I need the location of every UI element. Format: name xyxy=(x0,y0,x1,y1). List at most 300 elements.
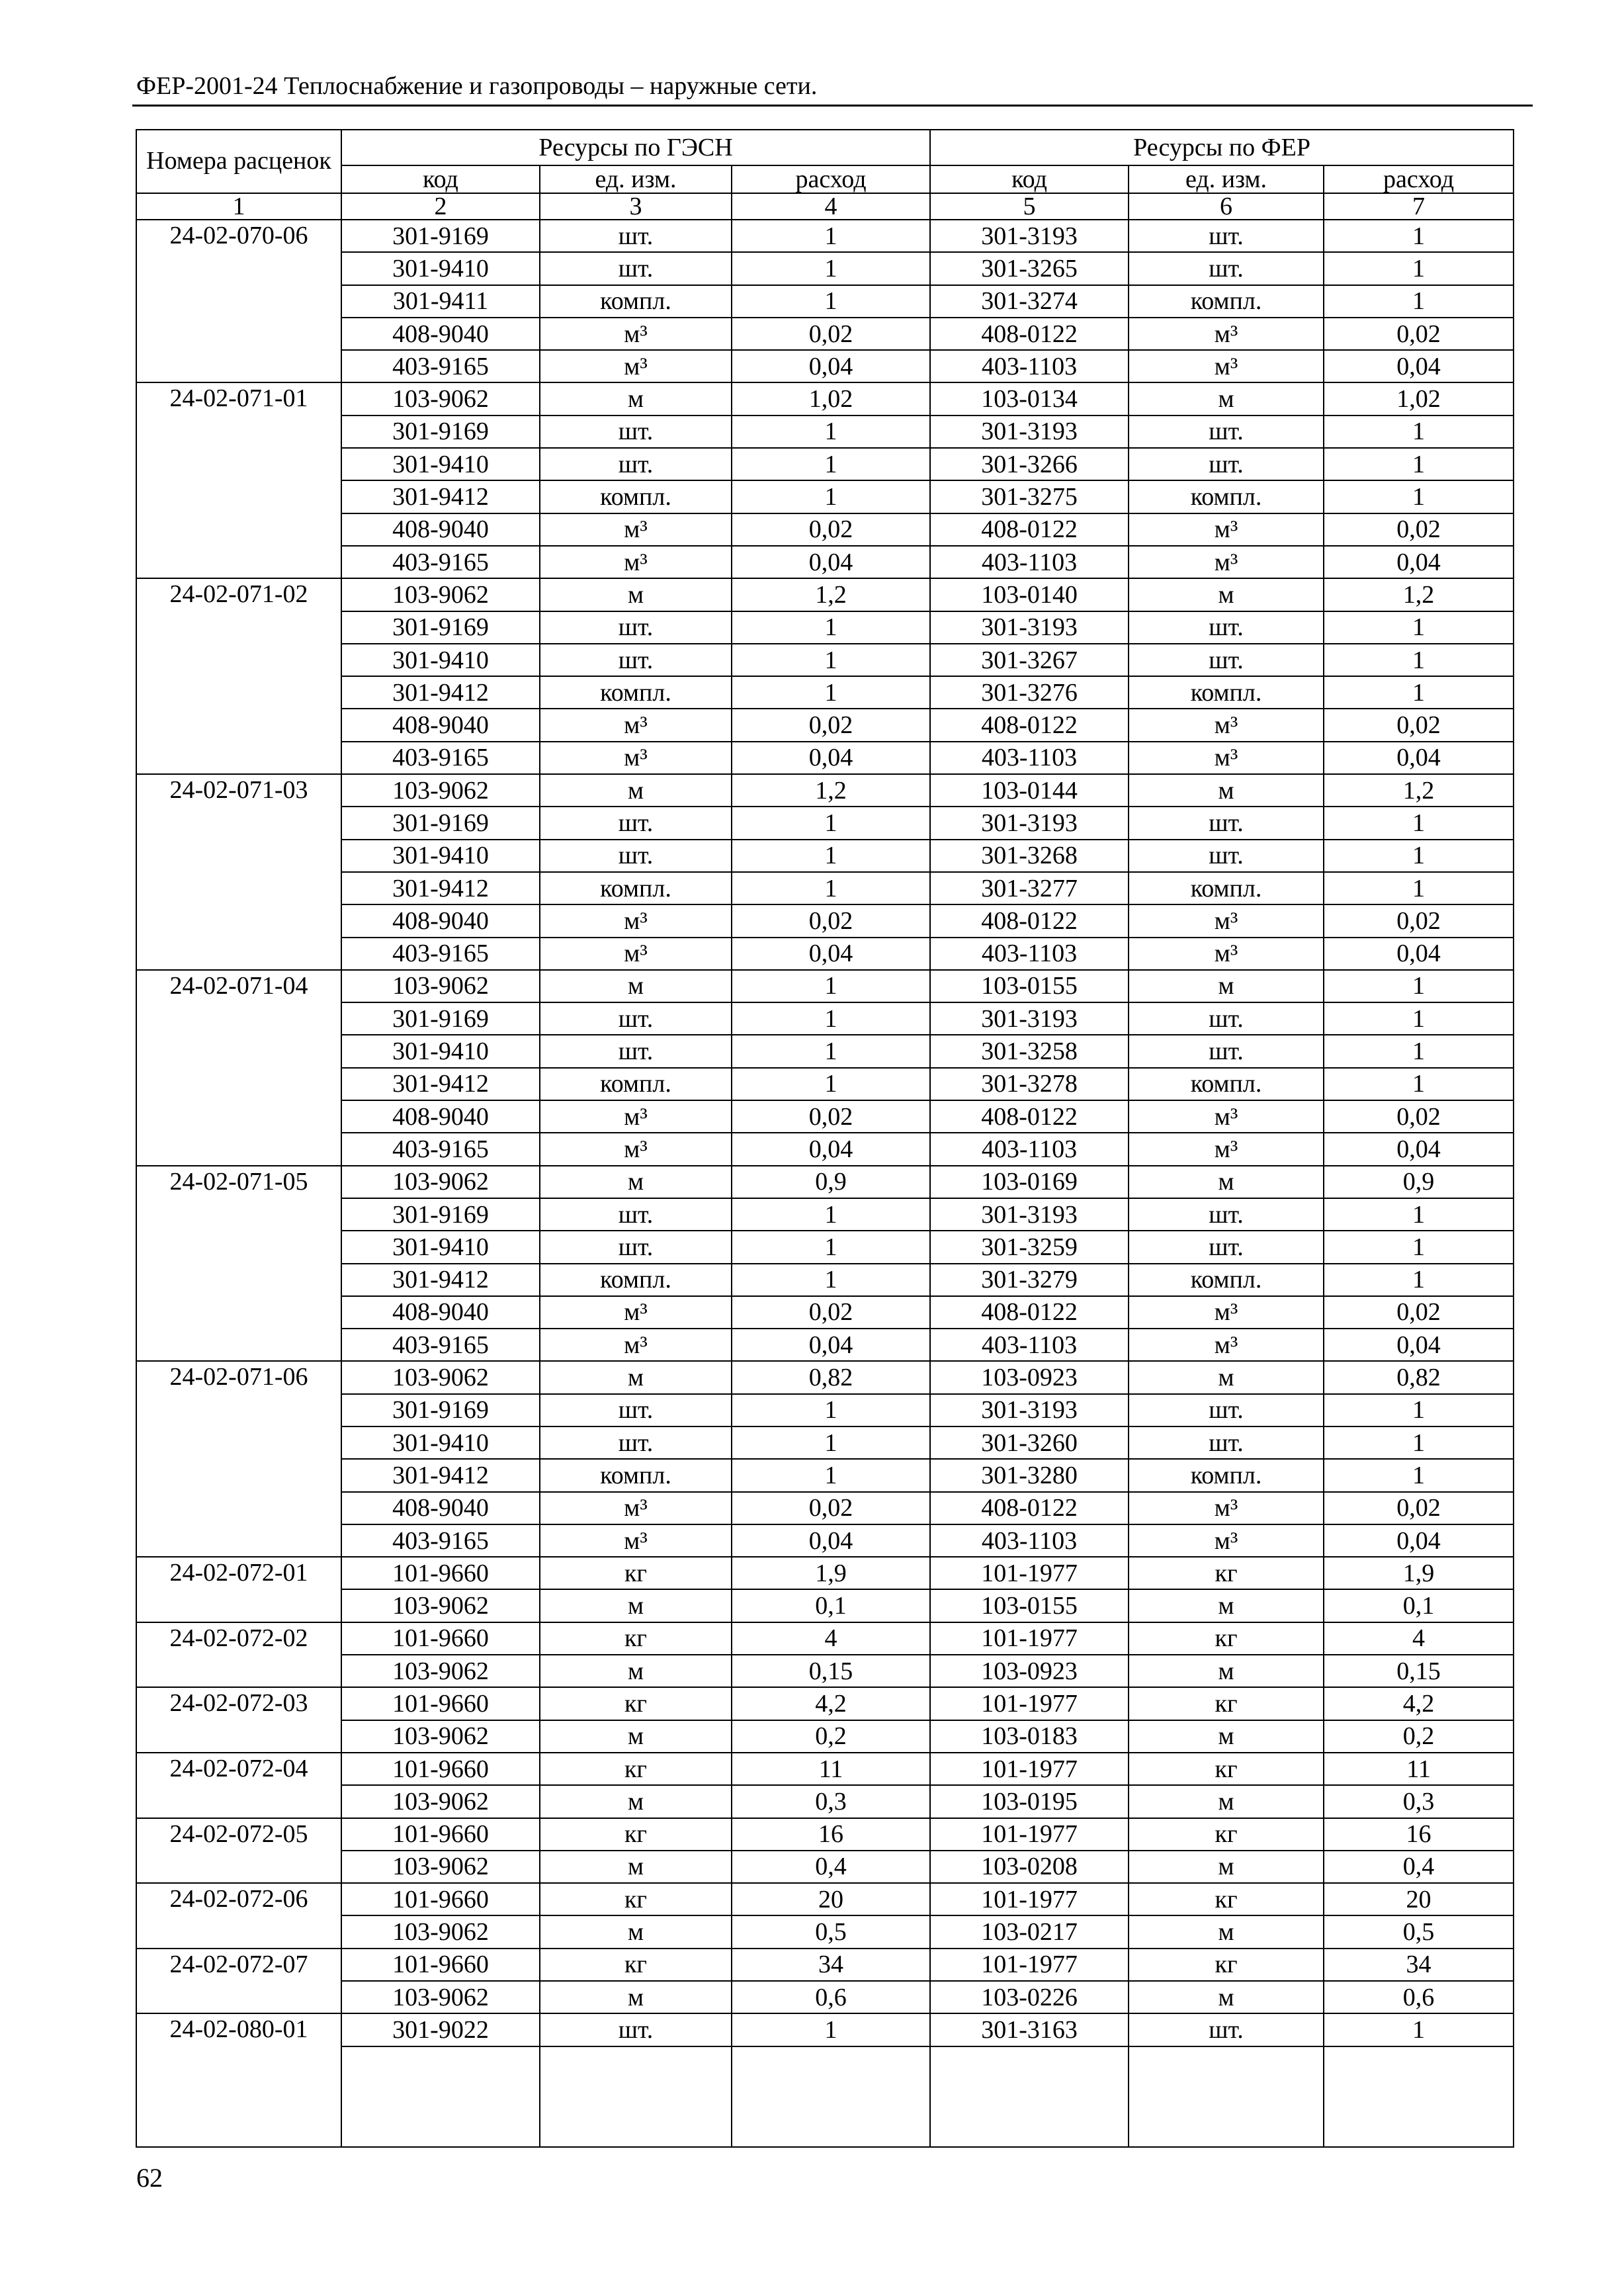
cell-gesn-amount: 1 xyxy=(732,840,930,872)
cell-gesn-code: 408-9040 xyxy=(341,1492,540,1524)
cell-fer-unit: м xyxy=(1129,1361,1324,1393)
empty-cell xyxy=(930,2046,1129,2147)
cell-fer-code: 403-1103 xyxy=(930,546,1129,578)
rate-number: 24-02-071-06 xyxy=(136,1361,341,1557)
cell-fer-code: 103-0226 xyxy=(930,1981,1129,2013)
cell-gesn-code: 301-9410 xyxy=(341,1231,540,1263)
cell-fer-amount: 1 xyxy=(1324,1394,1514,1426)
cell-fer-unit: кг xyxy=(1129,1557,1324,1589)
cell-gesn-unit: кг xyxy=(540,1949,732,1981)
cell-gesn-unit: компл. xyxy=(540,1264,732,1296)
cell-fer-unit: м³ xyxy=(1129,318,1324,350)
cell-gesn-amount: 1,2 xyxy=(732,774,930,807)
cell-fer-unit: кг xyxy=(1129,1818,1324,1851)
cell-gesn-amount: 0,02 xyxy=(732,1296,930,1329)
table-row xyxy=(136,807,1514,839)
cell-gesn-unit: шт. xyxy=(540,1002,732,1035)
cell-fer-code: 301-3267 xyxy=(930,644,1129,676)
cell-gesn-unit: м xyxy=(540,1720,732,1753)
empty-cell xyxy=(341,2046,540,2147)
cell-fer-amount: 1 xyxy=(1324,807,1514,839)
cell-fer-amount: 1 xyxy=(1324,1459,1514,1491)
cell-gesn-unit: кг xyxy=(540,1622,732,1655)
cell-fer-amount: 34 xyxy=(1324,1949,1514,1981)
cell-fer-code: 408-0122 xyxy=(930,709,1129,741)
cell-fer-unit: шт. xyxy=(1129,448,1324,480)
cell-gesn-amount: 1 xyxy=(732,1231,930,1263)
cell-gesn-code: 301-9410 xyxy=(341,1426,540,1459)
cell-gesn-amount: 16 xyxy=(732,1818,930,1851)
cell-fer-unit: м xyxy=(1129,1981,1324,2013)
table-row xyxy=(136,1915,1514,1948)
cell-fer-code: 101-1977 xyxy=(930,1949,1129,1981)
cell-fer-unit: м xyxy=(1129,1655,1324,1687)
table-row xyxy=(136,970,1514,1002)
table-row xyxy=(136,1100,1514,1133)
cell-fer-unit: шт. xyxy=(1129,611,1324,644)
cell-gesn-amount: 1 xyxy=(732,872,930,904)
cell-gesn-code: 301-9169 xyxy=(341,416,540,448)
cell-gesn-code: 301-9169 xyxy=(341,1394,540,1426)
cell-fer-code: 403-1103 xyxy=(930,938,1129,970)
cell-fer-amount: 0,02 xyxy=(1324,1492,1514,1524)
cell-fer-code: 301-3279 xyxy=(930,1264,1129,1296)
cell-fer-amount: 1 xyxy=(1324,1035,1514,1067)
resources-table xyxy=(136,129,1514,2148)
cell-gesn-code: 301-9411 xyxy=(341,285,540,318)
table-row xyxy=(136,1492,1514,1524)
cell-fer-amount: 0,4 xyxy=(1324,1851,1514,1883)
cell-gesn-unit: м xyxy=(540,774,732,807)
cell-fer-unit: шт. xyxy=(1129,220,1324,252)
cell-gesn-unit: м³ xyxy=(540,904,732,937)
cell-gesn-code: 403-9165 xyxy=(341,1329,540,1361)
cell-fer-amount: 1 xyxy=(1324,448,1514,480)
cell-fer-amount: 11 xyxy=(1324,1753,1514,1785)
table-row xyxy=(136,840,1514,872)
cell-gesn-amount: 1 xyxy=(732,1035,930,1067)
cell-fer-unit: м³ xyxy=(1129,513,1324,546)
cell-gesn-unit: м xyxy=(540,1589,732,1622)
cell-fer-amount: 0,6 xyxy=(1324,1981,1514,2013)
cell-gesn-code: 301-9410 xyxy=(341,1035,540,1067)
cell-gesn-unit: шт. xyxy=(540,448,732,480)
cell-gesn-amount: 0,04 xyxy=(732,742,930,774)
cell-gesn-code: 301-9022 xyxy=(341,2013,540,2046)
header-fer-amount: расход xyxy=(1324,165,1514,193)
cell-fer-unit: шт. xyxy=(1129,1002,1324,1035)
cell-fer-code: 101-1977 xyxy=(930,1883,1129,1915)
cell-gesn-unit: м³ xyxy=(540,1492,732,1524)
table-row xyxy=(136,318,1514,350)
cell-fer-code: 403-1103 xyxy=(930,742,1129,774)
cell-fer-unit: компл. xyxy=(1129,676,1324,709)
cell-fer-amount: 1 xyxy=(1324,252,1514,285)
cell-fer-code: 103-0217 xyxy=(930,1915,1129,1948)
cell-gesn-code: 101-9660 xyxy=(341,1687,540,1720)
cell-gesn-code: 403-9165 xyxy=(341,350,540,382)
cell-gesn-code: 301-9169 xyxy=(341,220,540,252)
cell-fer-unit: м xyxy=(1129,578,1324,611)
cell-fer-code: 103-0155 xyxy=(930,970,1129,1002)
empty-cell xyxy=(540,2046,732,2147)
cell-gesn-amount: 0,02 xyxy=(732,709,930,741)
cell-gesn-unit: шт. xyxy=(540,807,732,839)
cell-fer-code: 301-3259 xyxy=(930,1231,1129,1263)
cell-gesn-code: 103-9062 xyxy=(341,1785,540,1818)
cell-gesn-unit: шт. xyxy=(540,611,732,644)
table-row xyxy=(136,578,1514,611)
table-row xyxy=(136,285,1514,318)
cell-gesn-unit: м³ xyxy=(540,513,732,546)
cell-gesn-unit: кг xyxy=(540,1687,732,1720)
cell-gesn-amount: 1 xyxy=(732,1459,930,1491)
cell-fer-code: 301-3278 xyxy=(930,1068,1129,1100)
cell-gesn-amount: 1 xyxy=(732,1002,930,1035)
table-row xyxy=(136,1655,1514,1687)
rate-number: 24-02-072-04 xyxy=(136,1753,341,1818)
table-row xyxy=(136,1557,1514,1589)
cell-gesn-code: 101-9660 xyxy=(341,1622,540,1655)
table-row xyxy=(136,676,1514,709)
cell-fer-unit: м xyxy=(1129,1915,1324,1948)
cell-fer-amount: 1 xyxy=(1324,840,1514,872)
cell-fer-code: 103-0134 xyxy=(930,382,1129,415)
table-row xyxy=(136,904,1514,937)
cell-fer-code: 301-3274 xyxy=(930,285,1129,318)
cell-gesn-amount: 1,2 xyxy=(732,578,930,611)
rate-number: 24-02-072-05 xyxy=(136,1818,341,1884)
cell-fer-amount: 0,5 xyxy=(1324,1915,1514,1948)
cell-fer-code: 403-1103 xyxy=(930,350,1129,382)
cell-gesn-unit: м xyxy=(540,1851,732,1883)
cell-gesn-amount: 11 xyxy=(732,1753,930,1785)
cell-fer-unit: кг xyxy=(1129,1622,1324,1655)
cell-fer-amount: 0,04 xyxy=(1324,938,1514,970)
cell-gesn-code: 408-9040 xyxy=(341,1296,540,1329)
header-gesn-amount: расход xyxy=(732,165,930,193)
rate-number: 24-02-071-03 xyxy=(136,774,341,970)
column-number: 4 xyxy=(732,193,930,220)
cell-gesn-amount: 1 xyxy=(732,807,930,839)
cell-gesn-unit: компл. xyxy=(540,285,732,318)
table-row xyxy=(136,1426,1514,1459)
cell-gesn-amount: 1 xyxy=(732,1264,930,1296)
cell-gesn-unit: м xyxy=(540,1915,732,1948)
table-row xyxy=(136,1329,1514,1361)
cell-gesn-unit: м xyxy=(540,1785,732,1818)
table-row xyxy=(136,1459,1514,1491)
cell-fer-unit: м³ xyxy=(1129,1524,1324,1557)
cell-fer-unit: м³ xyxy=(1129,938,1324,970)
cell-fer-unit: м xyxy=(1129,1851,1324,1883)
table-row xyxy=(136,1622,1514,1655)
cell-fer-unit: шт. xyxy=(1129,1035,1324,1067)
cell-fer-amount: 0,02 xyxy=(1324,1296,1514,1329)
cell-fer-code: 301-3193 xyxy=(930,1002,1129,1035)
cell-fer-unit: компл. xyxy=(1129,1068,1324,1100)
cell-gesn-code: 408-9040 xyxy=(341,318,540,350)
cell-fer-unit: шт. xyxy=(1129,840,1324,872)
cell-fer-unit: шт. xyxy=(1129,644,1324,676)
column-number: 2 xyxy=(341,193,540,220)
cell-fer-amount: 1 xyxy=(1324,285,1514,318)
header-fer-code: код xyxy=(930,165,1129,193)
cell-gesn-unit: компл. xyxy=(540,676,732,709)
cell-fer-amount: 0,02 xyxy=(1324,709,1514,741)
table-row xyxy=(136,1035,1514,1067)
cell-gesn-code: 301-9169 xyxy=(341,611,540,644)
table-row xyxy=(136,1753,1514,1785)
cell-fer-code: 408-0122 xyxy=(930,1100,1129,1133)
table-row xyxy=(136,513,1514,546)
cell-gesn-code: 301-9412 xyxy=(341,1264,540,1296)
cell-gesn-amount: 1 xyxy=(732,611,930,644)
table-row xyxy=(136,546,1514,578)
cell-fer-amount: 0,04 xyxy=(1324,742,1514,774)
cell-fer-amount: 1 xyxy=(1324,480,1514,513)
cell-gesn-code: 403-9165 xyxy=(341,938,540,970)
cell-gesn-unit: м³ xyxy=(540,1296,732,1329)
cell-fer-code: 103-0140 xyxy=(930,578,1129,611)
cell-fer-amount: 1,2 xyxy=(1324,774,1514,807)
cell-fer-code: 301-3260 xyxy=(930,1426,1129,1459)
rate-number: 24-02-080-01 xyxy=(136,2013,341,2146)
cell-fer-code: 301-3193 xyxy=(930,220,1129,252)
cell-gesn-amount: 0,4 xyxy=(732,1851,930,1883)
cell-gesn-code: 103-9062 xyxy=(341,1361,540,1393)
cell-gesn-amount: 0,02 xyxy=(732,513,930,546)
cell-gesn-unit: м xyxy=(540,1166,732,1198)
header-fer-group: Ресурсы по ФЕР xyxy=(930,130,1514,165)
table-row xyxy=(136,480,1514,513)
cell-fer-amount: 1 xyxy=(1324,970,1514,1002)
cell-fer-amount: 0,3 xyxy=(1324,1785,1514,1818)
cell-gesn-unit: м³ xyxy=(540,1133,732,1165)
table-row xyxy=(136,1068,1514,1100)
cell-gesn-code: 101-9660 xyxy=(341,1818,540,1851)
cell-fer-unit: шт. xyxy=(1129,807,1324,839)
cell-fer-unit: м³ xyxy=(1129,1296,1324,1329)
cell-fer-code: 301-3193 xyxy=(930,1394,1129,1426)
rate-number: 24-02-071-01 xyxy=(136,382,341,578)
cell-gesn-code: 403-9165 xyxy=(341,1524,540,1557)
table-row xyxy=(136,644,1514,676)
cell-gesn-amount: 4 xyxy=(732,1622,930,1655)
cell-gesn-amount: 4,2 xyxy=(732,1687,930,1720)
header-gesn-code: код xyxy=(341,165,540,193)
cell-fer-amount: 1 xyxy=(1324,872,1514,904)
column-number: 1 xyxy=(136,193,341,220)
cell-gesn-unit: м xyxy=(540,578,732,611)
cell-gesn-code: 301-9412 xyxy=(341,872,540,904)
cell-gesn-amount: 1 xyxy=(732,1394,930,1426)
cell-gesn-unit: м³ xyxy=(540,1100,732,1133)
cell-gesn-code: 101-9660 xyxy=(341,1949,540,1981)
cell-fer-unit: м³ xyxy=(1129,904,1324,937)
cell-gesn-amount: 1 xyxy=(732,644,930,676)
table-row xyxy=(136,1818,1514,1851)
cell-fer-amount: 0,04 xyxy=(1324,350,1514,382)
cell-gesn-code: 103-9062 xyxy=(341,578,540,611)
cell-fer-unit: м³ xyxy=(1129,1492,1324,1524)
cell-gesn-amount: 0,6 xyxy=(732,1981,930,2013)
cell-gesn-code: 403-9165 xyxy=(341,546,540,578)
cell-fer-amount: 1,02 xyxy=(1324,382,1514,415)
cell-fer-code: 301-3277 xyxy=(930,872,1129,904)
table-empty-space xyxy=(136,2046,1514,2147)
table-row xyxy=(136,1981,1514,2013)
cell-gesn-amount: 0,2 xyxy=(732,1720,930,1753)
cell-fer-unit: шт. xyxy=(1129,1231,1324,1263)
cell-gesn-unit: компл. xyxy=(540,1459,732,1491)
table-row xyxy=(136,1851,1514,1883)
cell-fer-code: 101-1977 xyxy=(930,1687,1129,1720)
cell-fer-amount: 1 xyxy=(1324,676,1514,709)
cell-gesn-code: 301-9169 xyxy=(341,1002,540,1035)
cell-fer-unit: шт. xyxy=(1129,1394,1324,1426)
cell-fer-unit: шт. xyxy=(1129,1426,1324,1459)
table-row xyxy=(136,742,1514,774)
cell-gesn-code: 103-9062 xyxy=(341,382,540,415)
cell-gesn-unit: м xyxy=(540,382,732,415)
column-number: 7 xyxy=(1324,193,1514,220)
cell-gesn-amount: 0,02 xyxy=(732,904,930,937)
cell-gesn-amount: 1 xyxy=(732,1068,930,1100)
cell-fer-amount: 0,04 xyxy=(1324,1524,1514,1557)
table-row xyxy=(136,1296,1514,1329)
table-row xyxy=(136,448,1514,480)
empty-cell xyxy=(732,2046,930,2147)
cell-gesn-unit: компл. xyxy=(540,1068,732,1100)
cell-fer-amount: 1,2 xyxy=(1324,578,1514,611)
cell-fer-amount: 0,04 xyxy=(1324,1329,1514,1361)
table-row xyxy=(136,1589,1514,1622)
cell-fer-unit: м³ xyxy=(1129,1133,1324,1165)
cell-fer-amount: 0,2 xyxy=(1324,1720,1514,1753)
cell-fer-amount: 1 xyxy=(1324,1426,1514,1459)
cell-gesn-unit: шт. xyxy=(540,1198,732,1231)
cell-gesn-amount: 0,02 xyxy=(732,318,930,350)
cell-gesn-unit: шт. xyxy=(540,1426,732,1459)
cell-fer-code: 103-0169 xyxy=(930,1166,1129,1198)
cell-gesn-amount: 1 xyxy=(732,1426,930,1459)
cell-gesn-unit: кг xyxy=(540,1753,732,1785)
table-row xyxy=(136,1002,1514,1035)
table-row xyxy=(136,1720,1514,1753)
table-row xyxy=(136,382,1514,415)
cell-gesn-unit: м xyxy=(540,1655,732,1687)
cell-fer-unit: м xyxy=(1129,1166,1324,1198)
cell-gesn-amount: 0,02 xyxy=(732,1100,930,1133)
cell-fer-code: 103-0144 xyxy=(930,774,1129,807)
cell-gesn-unit: кг xyxy=(540,1557,732,1589)
cell-gesn-code: 301-9412 xyxy=(341,1068,540,1100)
cell-fer-amount: 0,02 xyxy=(1324,904,1514,937)
cell-gesn-code: 301-9410 xyxy=(341,252,540,285)
cell-fer-code: 301-3265 xyxy=(930,252,1129,285)
page-header-title: ФЕР-2001-24 Теплоснабжение и газопроводы – наружные сети. xyxy=(136,72,818,100)
rate-number: 24-02-071-05 xyxy=(136,1166,341,1362)
cell-fer-unit: м³ xyxy=(1129,1329,1324,1361)
cell-fer-code: 103-0208 xyxy=(930,1851,1129,1883)
cell-fer-amount: 0,9 xyxy=(1324,1166,1514,1198)
cell-fer-unit: компл. xyxy=(1129,1264,1324,1296)
cell-fer-amount: 4,2 xyxy=(1324,1687,1514,1720)
cell-gesn-unit: м xyxy=(540,1981,732,2013)
cell-gesn-code: 403-9165 xyxy=(341,1133,540,1165)
cell-gesn-amount: 0,5 xyxy=(732,1915,930,1948)
rate-number: 24-02-072-06 xyxy=(136,1883,341,1949)
cell-gesn-unit: м³ xyxy=(540,1329,732,1361)
cell-fer-code: 101-1977 xyxy=(930,1753,1129,1785)
cell-gesn-amount: 1 xyxy=(732,448,930,480)
cell-gesn-code: 103-9062 xyxy=(341,1915,540,1948)
cell-fer-amount: 1 xyxy=(1324,1068,1514,1100)
cell-gesn-unit: шт. xyxy=(540,220,732,252)
cell-fer-unit: кг xyxy=(1129,1949,1324,1981)
cell-fer-amount: 0,15 xyxy=(1324,1655,1514,1687)
cell-gesn-code: 103-9062 xyxy=(341,1589,540,1622)
cell-fer-amount: 20 xyxy=(1324,1883,1514,1915)
table-row xyxy=(136,938,1514,970)
cell-fer-unit: м xyxy=(1129,1589,1324,1622)
table-row xyxy=(136,1524,1514,1557)
rate-number: 24-02-072-07 xyxy=(136,1949,341,2014)
rate-number: 24-02-071-02 xyxy=(136,578,341,774)
header-fer-unit: ед. изм. xyxy=(1129,165,1324,193)
cell-fer-code: 103-0923 xyxy=(930,1361,1129,1393)
cell-gesn-code: 408-9040 xyxy=(341,513,540,546)
table-row xyxy=(136,416,1514,448)
cell-gesn-code: 301-9410 xyxy=(341,448,540,480)
cell-fer-unit: м xyxy=(1129,774,1324,807)
cell-fer-amount: 1 xyxy=(1324,1231,1514,1263)
cell-gesn-amount: 0,15 xyxy=(732,1655,930,1687)
cell-fer-code: 301-3163 xyxy=(930,2013,1129,2046)
rate-number: 24-02-070-06 xyxy=(136,220,341,382)
cell-fer-amount: 1 xyxy=(1324,644,1514,676)
cell-gesn-code: 103-9062 xyxy=(341,1981,540,2013)
cell-gesn-unit: шт. xyxy=(540,252,732,285)
cell-fer-unit: шт. xyxy=(1129,416,1324,448)
column-number: 5 xyxy=(930,193,1129,220)
cell-gesn-code: 103-9062 xyxy=(341,774,540,807)
header-gesn-group: Ресурсы по ГЭСН xyxy=(341,130,930,165)
cell-gesn-code: 103-9062 xyxy=(341,1851,540,1883)
cell-fer-code: 301-3193 xyxy=(930,1198,1129,1231)
cell-gesn-amount: 0,04 xyxy=(732,1524,930,1557)
table-row xyxy=(136,872,1514,904)
cell-fer-amount: 1 xyxy=(1324,2013,1514,2046)
cell-fer-code: 103-0195 xyxy=(930,1785,1129,1818)
cell-fer-unit: кг xyxy=(1129,1883,1324,1915)
cell-gesn-code: 403-9165 xyxy=(341,742,540,774)
cell-fer-code: 301-3268 xyxy=(930,840,1129,872)
cell-fer-code: 403-1103 xyxy=(930,1524,1129,1557)
cell-gesn-unit: шт. xyxy=(540,840,732,872)
cell-gesn-unit: компл. xyxy=(540,480,732,513)
header-number: Номера расценок xyxy=(136,130,341,193)
cell-gesn-amount: 0,04 xyxy=(732,546,930,578)
cell-gesn-unit: шт. xyxy=(540,1231,732,1263)
cell-fer-amount: 0,04 xyxy=(1324,546,1514,578)
table-row xyxy=(136,220,1514,252)
cell-fer-code: 101-1977 xyxy=(930,1818,1129,1851)
cell-fer-code: 403-1103 xyxy=(930,1329,1129,1361)
cell-fer-amount: 1 xyxy=(1324,220,1514,252)
cell-gesn-amount: 0,04 xyxy=(732,350,930,382)
